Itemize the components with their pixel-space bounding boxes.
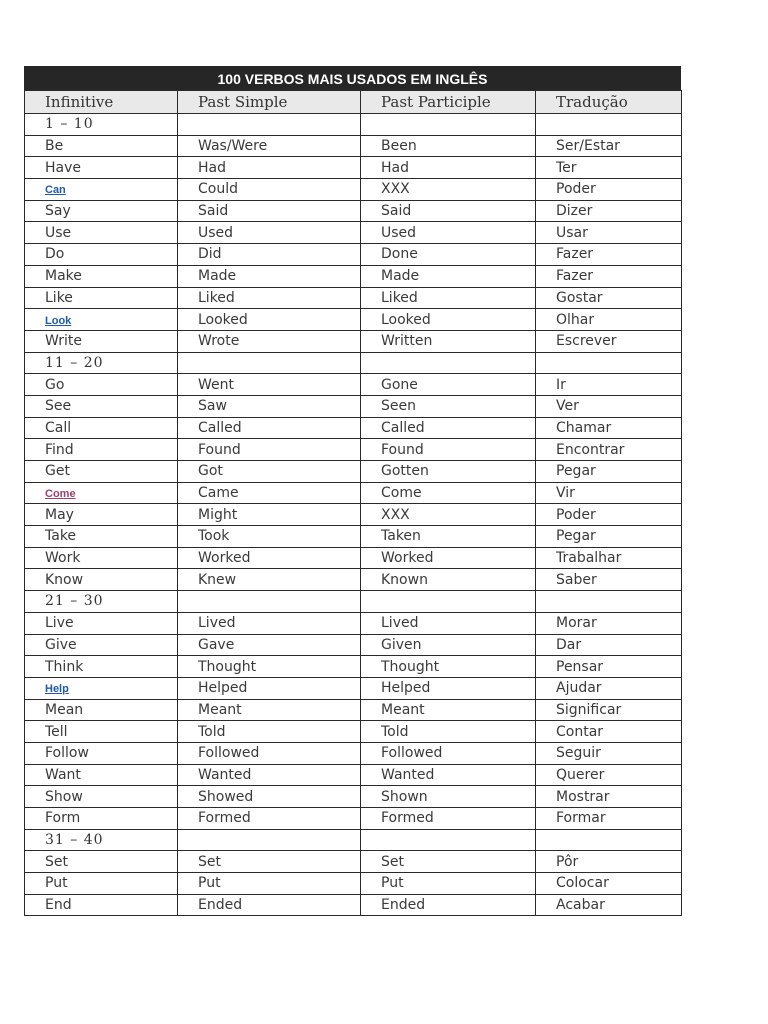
- infinitive-cell: Write: [25, 330, 178, 352]
- table-row: [25, 656, 682, 678]
- traducao-cell: Vir: [536, 482, 682, 504]
- past-participle-cell: Put: [361, 873, 536, 895]
- table-row: [25, 634, 682, 656]
- traducao-cell: Encontrar: [536, 439, 682, 461]
- traducao-cell: Querer: [536, 764, 682, 786]
- past-participle-cell: Looked: [361, 309, 536, 331]
- past-participle-cell: Meant: [361, 699, 536, 721]
- verb-table: [24, 90, 682, 916]
- traducao-cell: Saber: [536, 569, 682, 591]
- table-row: [25, 526, 682, 548]
- infinitive-cell: Think: [25, 656, 178, 678]
- group-label: 31 – 40: [25, 829, 178, 851]
- empty-cell: [178, 352, 361, 374]
- table-row: [25, 439, 682, 461]
- infinitive-cell: Form: [25, 808, 178, 830]
- past-simple-cell: Did: [178, 244, 361, 266]
- infinitive-cell: Work: [25, 547, 178, 569]
- past-participle-cell: Formed: [361, 808, 536, 830]
- infinitive-cell: Set: [25, 851, 178, 873]
- table-row: [25, 417, 682, 439]
- traducao-cell: Colocar: [536, 873, 682, 895]
- past-participle-cell: Told: [361, 721, 536, 743]
- past-participle-cell: Called: [361, 417, 536, 439]
- traducao-cell: Dizer: [536, 200, 682, 222]
- traducao-cell: Morar: [536, 612, 682, 634]
- past-simple-cell: Told: [178, 721, 361, 743]
- past-simple-cell: Liked: [178, 287, 361, 309]
- empty-cell: [536, 829, 682, 851]
- traducao-cell: Usar: [536, 222, 682, 244]
- past-participle-cell: Made: [361, 265, 536, 287]
- past-simple-cell: Formed: [178, 808, 361, 830]
- infinitive-cell: Be: [25, 135, 178, 157]
- past-participle-cell: Followed: [361, 742, 536, 764]
- traducao-cell: Significar: [536, 699, 682, 721]
- infinitive-cell: May: [25, 504, 178, 526]
- traducao-cell: Trabalhar: [536, 547, 682, 569]
- empty-cell: [536, 352, 682, 374]
- traducao-cell: Ajudar: [536, 677, 682, 699]
- table-row: [25, 309, 682, 331]
- table-row: [25, 742, 682, 764]
- infinitive-cell: See: [25, 395, 178, 417]
- traducao-cell: Mostrar: [536, 786, 682, 808]
- table-row: [25, 677, 682, 699]
- group-row: [25, 352, 682, 374]
- past-participle-cell: Seen: [361, 395, 536, 417]
- infinitive-cell: Call: [25, 417, 178, 439]
- traducao-cell: Acabar: [536, 894, 682, 916]
- infinitive-cell: [25, 677, 178, 699]
- table-row: [25, 569, 682, 591]
- table-row: [25, 265, 682, 287]
- past-simple-cell: Put: [178, 873, 361, 895]
- past-simple-cell: Saw: [178, 395, 361, 417]
- past-participle-cell: XXX: [361, 179, 536, 201]
- header-row: [25, 91, 682, 114]
- traducao-cell: Poder: [536, 504, 682, 526]
- table-row: [25, 287, 682, 309]
- past-simple-cell: Might: [178, 504, 361, 526]
- infinitive-cell: Say: [25, 200, 178, 222]
- table-row: [25, 179, 682, 201]
- traducao-cell: Ser/Estar: [536, 135, 682, 157]
- past-participle-cell: Liked: [361, 287, 536, 309]
- empty-cell: [178, 829, 361, 851]
- table-row: [25, 699, 682, 721]
- past-participle-cell: Been: [361, 135, 536, 157]
- traducao-cell: Fazer: [536, 265, 682, 287]
- table-row: [25, 200, 682, 222]
- empty-cell: [361, 352, 536, 374]
- past-simple-cell: Showed: [178, 786, 361, 808]
- table-row: [25, 135, 682, 157]
- infinitive-cell: Tell: [25, 721, 178, 743]
- infinitive-cell: Live: [25, 612, 178, 634]
- infinitive-cell: Mean: [25, 699, 178, 721]
- infinitive-cell: Take: [25, 526, 178, 548]
- empty-cell: [361, 114, 536, 136]
- past-simple-cell: Set: [178, 851, 361, 873]
- past-simple-cell: Got: [178, 461, 361, 483]
- traducao-cell: Fazer: [536, 244, 682, 266]
- verb-link[interactable]: Look: [45, 314, 72, 327]
- infinitive-cell: Put: [25, 873, 178, 895]
- table-row: [25, 222, 682, 244]
- traducao-cell: Pegar: [536, 461, 682, 483]
- table-row: [25, 504, 682, 526]
- past-participle-cell: Written: [361, 330, 536, 352]
- past-simple-cell: Meant: [178, 699, 361, 721]
- infinitive-cell: Use: [25, 222, 178, 244]
- infinitive-cell: Find: [25, 439, 178, 461]
- past-participle-cell: Had: [361, 157, 536, 179]
- infinitive-cell: Follow: [25, 742, 178, 764]
- table-row: [25, 157, 682, 179]
- group-row: [25, 829, 682, 851]
- infinitive-cell: Make: [25, 265, 178, 287]
- traducao-cell: Seguir: [536, 742, 682, 764]
- header-past-participle: Past Participle: [361, 91, 536, 114]
- header-past-simple: Past Simple: [178, 91, 361, 114]
- past-participle-cell: Said: [361, 200, 536, 222]
- traducao-cell: Ir: [536, 374, 682, 396]
- table-row: [25, 721, 682, 743]
- header-traducao: Tradução: [536, 91, 682, 114]
- table-row: [25, 894, 682, 916]
- table-row: [25, 482, 682, 504]
- group-row: [25, 591, 682, 613]
- past-simple-cell: Knew: [178, 569, 361, 591]
- group-row: [25, 114, 682, 136]
- traducao-cell: Ver: [536, 395, 682, 417]
- group-label: 1 – 10: [25, 114, 178, 136]
- group-label: 11 – 20: [25, 352, 178, 374]
- infinitive-cell: End: [25, 894, 178, 916]
- past-participle-cell: Gotten: [361, 461, 536, 483]
- empty-cell: [361, 591, 536, 613]
- table-row: [25, 873, 682, 895]
- past-simple-cell: Could: [178, 179, 361, 201]
- past-simple-cell: Worked: [178, 547, 361, 569]
- infinitive-cell: Give: [25, 634, 178, 656]
- past-simple-cell: Thought: [178, 656, 361, 678]
- table-row: [25, 851, 682, 873]
- past-simple-cell: Helped: [178, 677, 361, 699]
- past-participle-cell: XXX: [361, 504, 536, 526]
- table-row: [25, 330, 682, 352]
- empty-cell: [536, 591, 682, 613]
- table-row: [25, 374, 682, 396]
- past-simple-cell: Lived: [178, 612, 361, 634]
- infinitive-cell: Have: [25, 157, 178, 179]
- past-participle-cell: Known: [361, 569, 536, 591]
- past-simple-cell: Looked: [178, 309, 361, 331]
- empty-cell: [536, 114, 682, 136]
- traducao-cell: Pegar: [536, 526, 682, 548]
- table-row: [25, 461, 682, 483]
- past-participle-cell: Taken: [361, 526, 536, 548]
- traducao-cell: Poder: [536, 179, 682, 201]
- infinitive-cell: Go: [25, 374, 178, 396]
- group-label: 21 – 30: [25, 591, 178, 613]
- traducao-cell: Escrever: [536, 330, 682, 352]
- verb-table-sheet: [24, 66, 681, 916]
- traducao-cell: Formar: [536, 808, 682, 830]
- past-participle-cell: Done: [361, 244, 536, 266]
- infinitive-cell: [25, 309, 178, 331]
- past-simple-cell: Had: [178, 157, 361, 179]
- past-participle-cell: Come: [361, 482, 536, 504]
- past-simple-cell: Gave: [178, 634, 361, 656]
- verb-link[interactable]: Can: [45, 184, 66, 197]
- infinitive-cell: Show: [25, 786, 178, 808]
- past-participle-cell: Helped: [361, 677, 536, 699]
- table-row: [25, 786, 682, 808]
- infinitive-cell: Know: [25, 569, 178, 591]
- table-row: [25, 808, 682, 830]
- past-participle-cell: Wanted: [361, 764, 536, 786]
- table-row: [25, 547, 682, 569]
- traducao-cell: Chamar: [536, 417, 682, 439]
- infinitive-cell: Want: [25, 764, 178, 786]
- traducao-cell: Pensar: [536, 656, 682, 678]
- infinitive-cell: Get: [25, 461, 178, 483]
- traducao-cell: Olhar: [536, 309, 682, 331]
- table-row: [25, 395, 682, 417]
- past-simple-cell: Found: [178, 439, 361, 461]
- past-participle-cell: Found: [361, 439, 536, 461]
- past-participle-cell: Ended: [361, 894, 536, 916]
- past-simple-cell: Called: [178, 417, 361, 439]
- past-participle-cell: Set: [361, 851, 536, 873]
- past-participle-cell: Lived: [361, 612, 536, 634]
- table-row: [25, 612, 682, 634]
- past-simple-cell: Went: [178, 374, 361, 396]
- infinitive-cell: Do: [25, 244, 178, 266]
- past-participle-cell: Gone: [361, 374, 536, 396]
- past-simple-cell: Took: [178, 526, 361, 548]
- verb-link[interactable]: Come: [45, 488, 76, 501]
- past-simple-cell: Came: [178, 482, 361, 504]
- past-participle-cell: Worked: [361, 547, 536, 569]
- past-simple-cell: Wanted: [178, 764, 361, 786]
- table-row: [25, 244, 682, 266]
- traducao-cell: Gostar: [536, 287, 682, 309]
- infinitive-cell: [25, 179, 178, 201]
- past-simple-cell: Was/Were: [178, 135, 361, 157]
- past-simple-cell: Ended: [178, 894, 361, 916]
- header-infinitive: Infinitive: [25, 91, 178, 114]
- past-participle-cell: Shown: [361, 786, 536, 808]
- empty-cell: [178, 114, 361, 136]
- past-participle-cell: Given: [361, 634, 536, 656]
- table-title: 100 VERBOS MAIS USADOS EM INGLÊS: [24, 66, 681, 90]
- verb-link[interactable]: Help: [45, 683, 69, 696]
- past-participle-cell: Thought: [361, 656, 536, 678]
- empty-cell: [178, 591, 361, 613]
- table-body: [25, 114, 682, 916]
- traducao-cell: Dar: [536, 634, 682, 656]
- traducao-cell: Ter: [536, 157, 682, 179]
- traducao-cell: Contar: [536, 721, 682, 743]
- empty-cell: [361, 829, 536, 851]
- past-simple-cell: Made: [178, 265, 361, 287]
- past-simple-cell: Followed: [178, 742, 361, 764]
- past-simple-cell: Used: [178, 222, 361, 244]
- infinitive-cell: Like: [25, 287, 178, 309]
- traducao-cell: Pôr: [536, 851, 682, 873]
- table-row: [25, 764, 682, 786]
- past-participle-cell: Used: [361, 222, 536, 244]
- past-simple-cell: Said: [178, 200, 361, 222]
- infinitive-cell: [25, 482, 178, 504]
- past-simple-cell: Wrote: [178, 330, 361, 352]
